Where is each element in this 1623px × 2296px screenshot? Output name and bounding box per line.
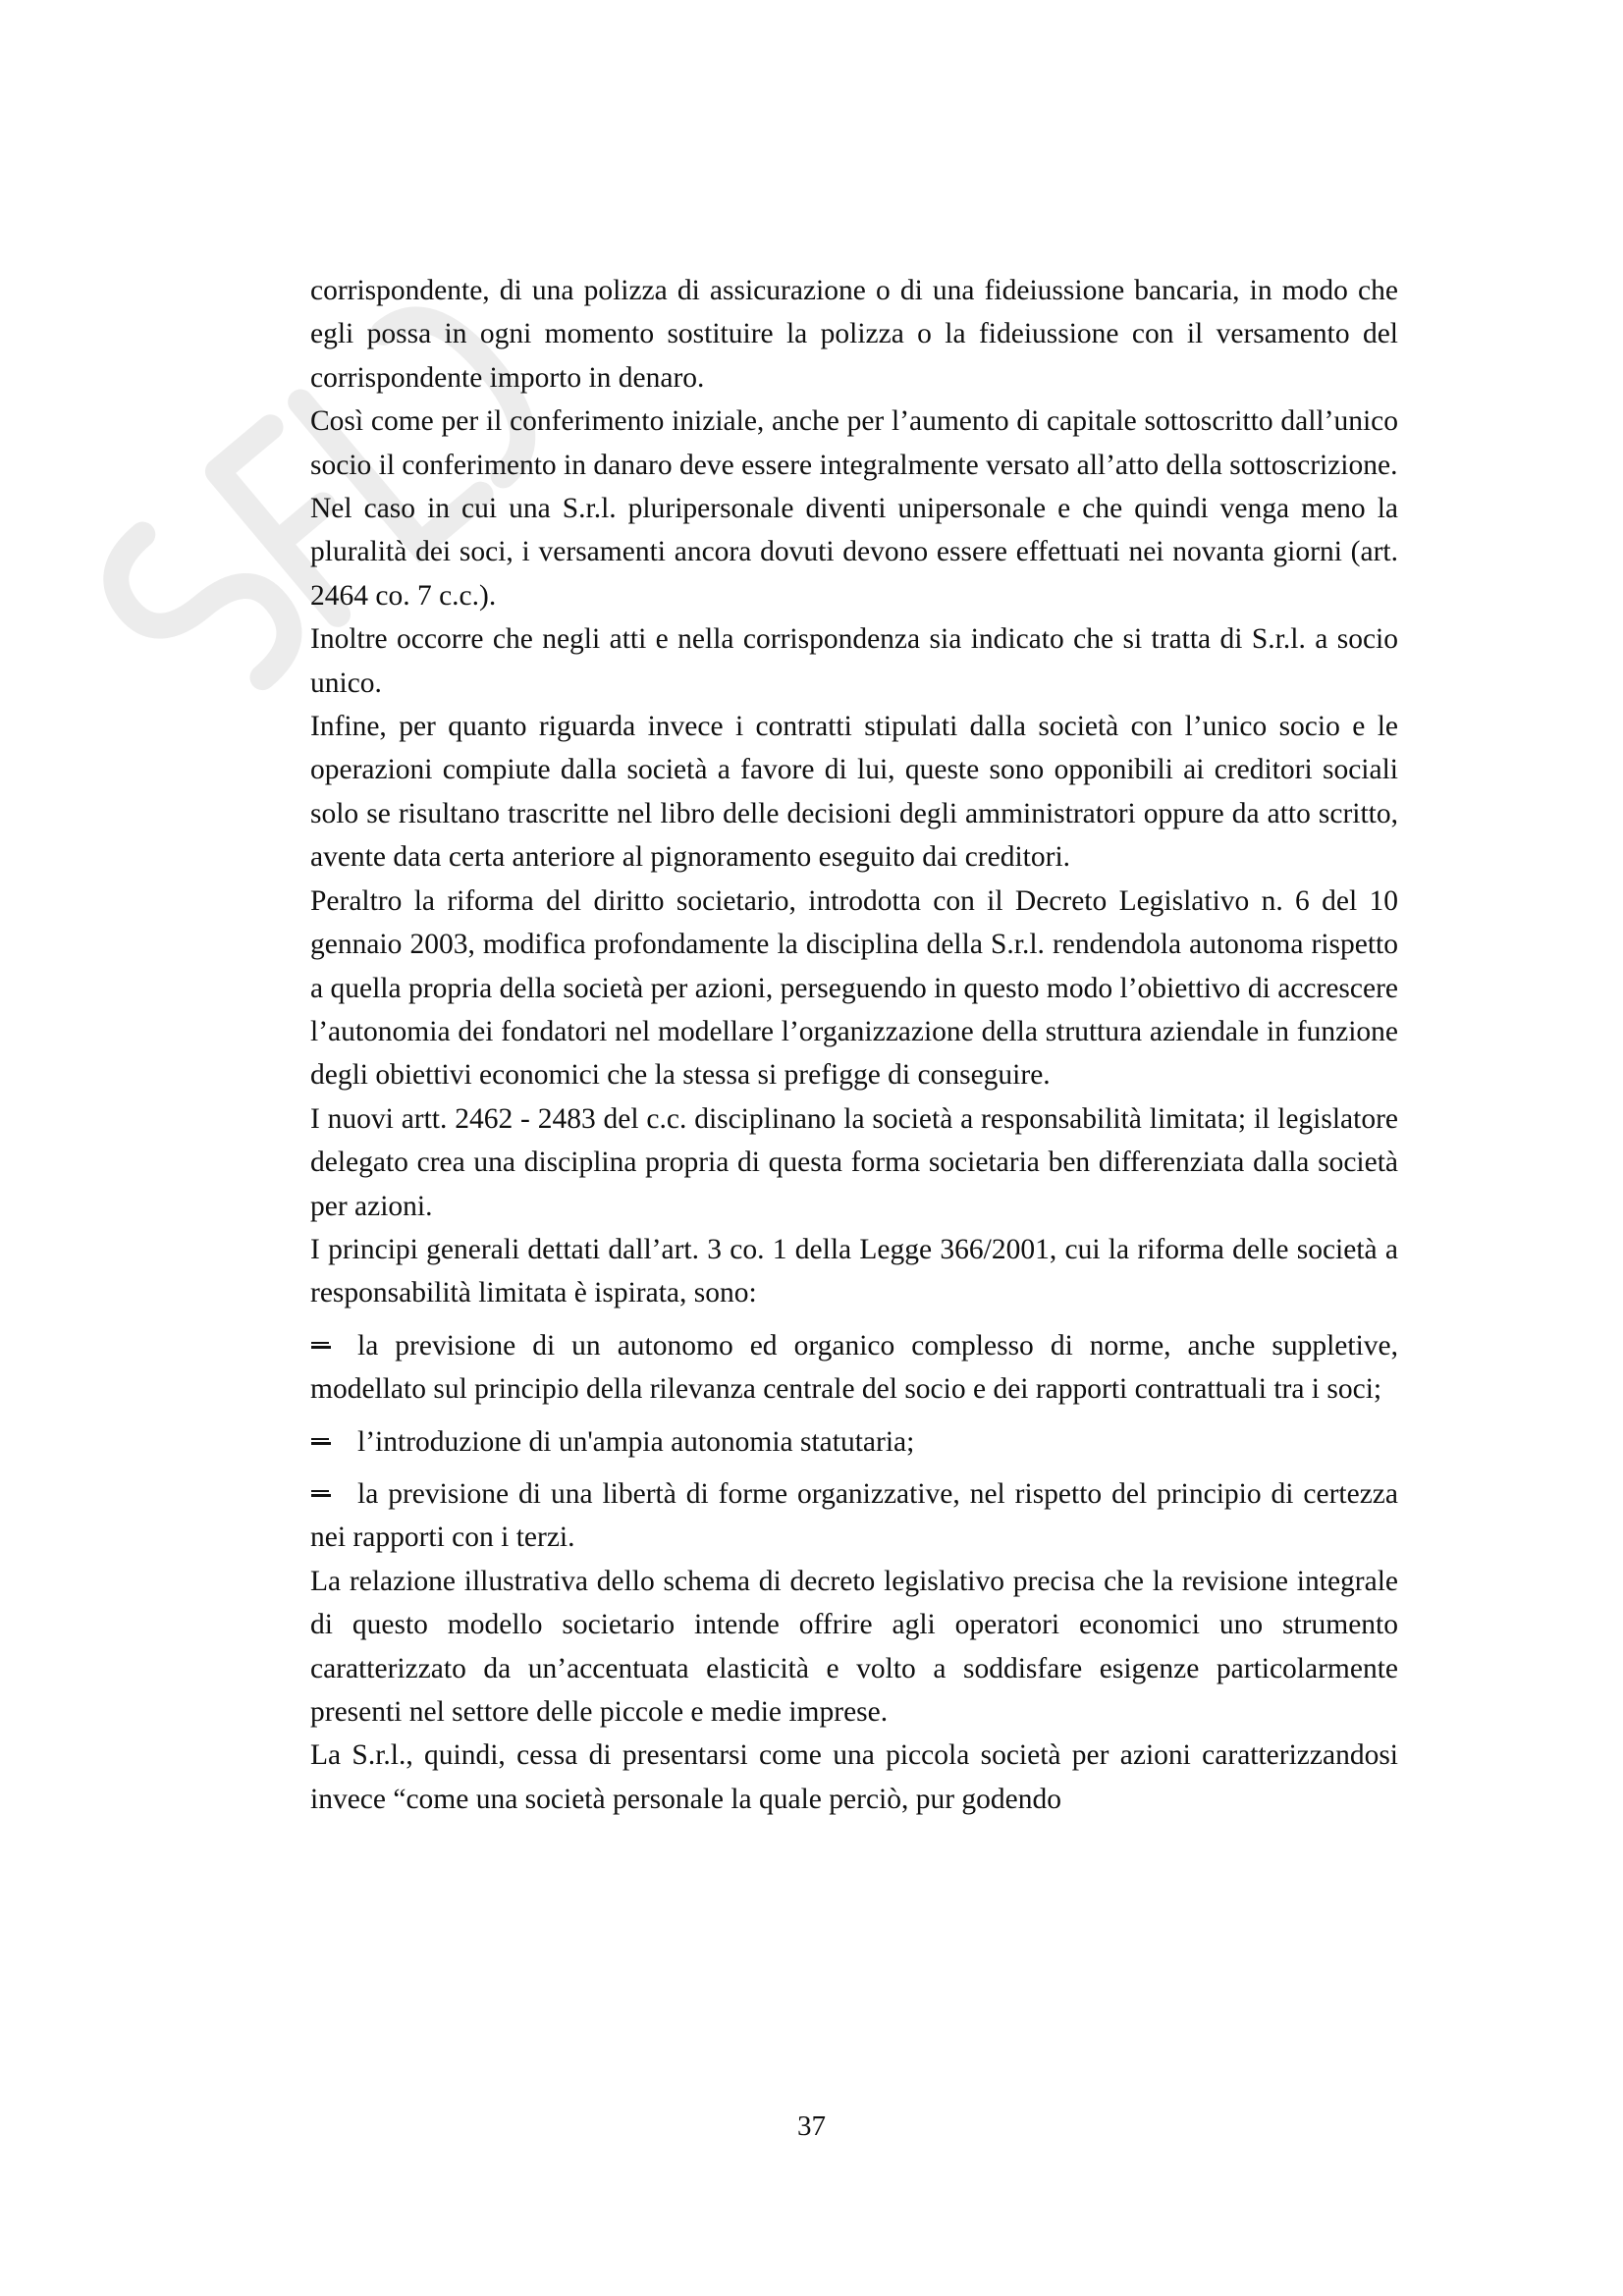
principles-list — [310, 1324, 1398, 1560]
paragraph: Così come per il conferimento iniziale, anche per l’aumento di capitale sottoscritto dall’unico socio il conferimento in danaro deve essere integralmente versato all’atto della sottoscrizione. — [310, 405, 1398, 481]
paragraph: I nuovi artt. 2462 - 2483 del c.c. disciplinano la società a responsabilità limitata; il legislatore delegato crea una disciplina propria di questa forma societaria ben differenziata dalla società per azioni. — [310, 1102, 1398, 1222]
paragraph: La S.r.l., quindi, cessa di presentarsi come una piccola società per azioni caratterizzandosi invece “come una società personale la quale perciò, pur godendo — [310, 1739, 1398, 1815]
paragraph: Nel caso in cui una S.r.l. pluripersonale diventi unipersonale e che quindi venga meno la pluralità dei soci, i versamenti ancora dovuti devono essere effettuati nei novanta giorni (art. 2464 co. 7 c.c.). — [310, 493, 1398, 612]
paragraph: Peraltro la riforma del diritto societario, introdotta con il Decreto Legislativo n. 6 del 10 gennaio 2003, modifica profondamente la disciplina della S.r.l. rendendola autonoma rispetto a quella propria della società per azioni, perseguendo in questo modo l’obiettivo di accrescere l’autonomia dei fondatori nel modellare l’organizzazione della struttura aziendale in funzione degli obiettivi economici che la stessa si prefigge di conseguire. — [310, 884, 1398, 1092]
paragraph: corrispondente, di una polizza di assicurazione o di una fideiussione bancaria, in modo che egli possa in ogni momento sostituire la polizza o la fideiussione con il versamento del corrispondente importo in denaro. — [310, 275, 1398, 394]
list-item — [310, 1420, 1398, 1464]
page-body — [310, 269, 1398, 1821]
dash-bullet-icon — [311, 1342, 331, 1348]
page-number: 37 — [797, 2110, 826, 2142]
list-item-text: la previsione di un autonomo ed organico complesso di norme, anche suppletive, modellato sul principio della rilevanza centrale del socio e dei rapporti contrattuali tra i soci; — [310, 1329, 1398, 1406]
paragraph: Infine, per quanto riguarda invece i contratti stipulati dalla società con l’unico socio e le operazioni compiute dalla società a favore di lui, queste sono opponibili ai creditori sociali solo se risultano trascritte nel libro delle decisioni degli amministratori oppure da atto scritto, avente data certa anteriore al pignoramento eseguito dai creditori. — [310, 711, 1398, 874]
list-item — [310, 1324, 1398, 1412]
list-item — [310, 1472, 1398, 1560]
dash-bullet-icon — [311, 1490, 331, 1496]
paragraph: I principi generali dettati dall’art. 3 co. 1 della Legge 366/2001, cui la riforma delle società a responsabilità limitata è ispirata, sono: — [310, 1233, 1398, 1309]
dash-bullet-icon — [311, 1438, 331, 1444]
list-item-text: l’introduzione di un'ampia autonomia statutaria; — [357, 1425, 915, 1458]
paragraph: La relazione illustrativa dello schema di decreto legislativo precisa che la revisione integrale di questo modello societario intende offrire agli operatori economici uno strumento caratterizzato da un’accentuata elasticità e volto a soddisfare esigenze particolarmente presenti nel settore delle piccole e medie imprese. — [310, 1565, 1398, 1728]
paragraph: Inoltre occorre che negli atti e nella corrispondenza sia indicato che si tratta di S.r.l. a socio unico. — [310, 623, 1398, 699]
list-item-text: la previsione di una libertà di forme organizzative, nel rispetto del principio di certezza nei rapporti con i terzi. — [310, 1477, 1398, 1554]
